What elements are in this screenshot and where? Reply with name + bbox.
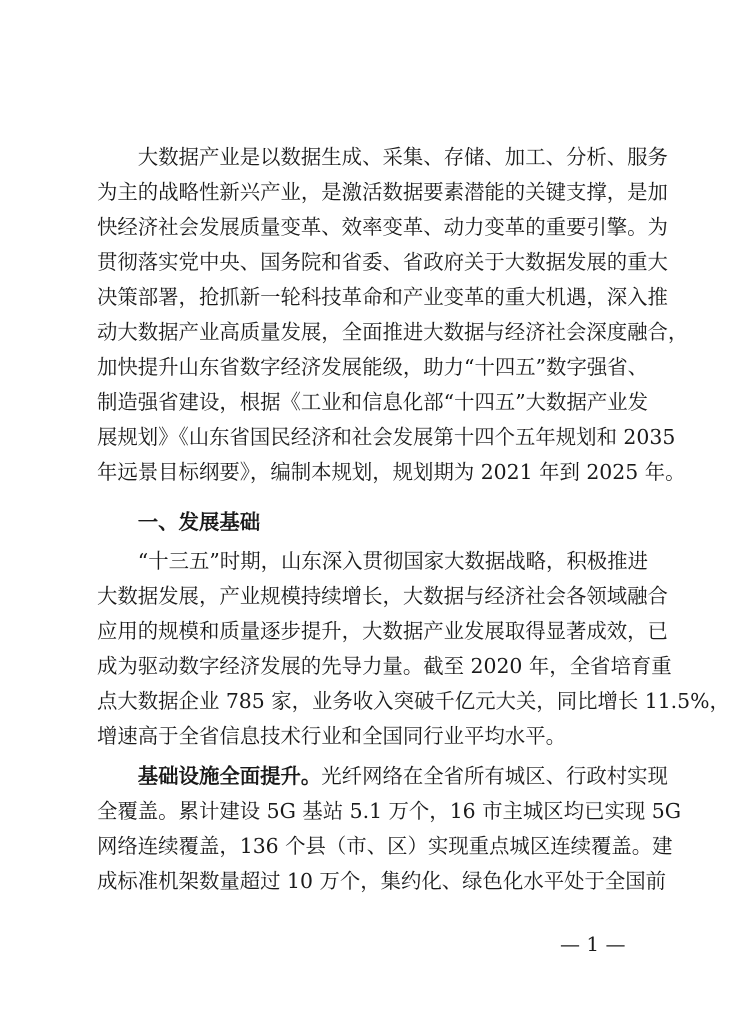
intro-line: 年远景目标纲要》，编制本规划，规划期为 2021 年到 2025 年。 [97,460,686,484]
intro-line: 动大数据产业高质量发展，全面推进大数据与经济社会深度融合， [97,320,689,344]
basis-line: 点大数据企业 785 家，业务收入突破千亿元大关，同比增长 11.5%， [97,689,730,713]
infra-line: 成标准机架数量超过 10 万个，集约化、绿色化水平处于全国前 [97,869,667,893]
intro-line: 展规划》《山东省国民经济和社会发展第十四个五年规划和 2035 [97,425,676,449]
infra-lead: 基础设施全面提升。 [97,764,322,788]
intro-line: 为主的战略性新兴产业，是激活数据要素潜能的关键支撑，是加 [97,180,668,204]
intro-line: 贯彻落实党中央、国务院和省委、省政府关于大数据发展的重大 [97,250,668,274]
intro-line: 加快提升山东省数字经济发展能级，助力“十四五”数字强省、 [97,355,649,379]
intro-line: 快经济社会发展质量变革、效率变革、动力变革的重要引擎。为 [97,215,668,239]
basis-line: 增速高于全省信息技术行业和全国同行业平均水平。 [97,724,566,748]
infra-first-line [97,760,668,792]
section-heading: 一、发展基础 [97,510,261,534]
infra-line: 全覆盖。累计建设 5G 基站 5.1 万个，16 市主城区均已实现 5G [97,799,681,823]
basis-line: 大数据发展，产业规模持续增长，大数据与经济社会各领域融合 [97,584,668,608]
infra-first-line-rest: 光纤网络在全省所有城区、行政村实现 [321,764,668,788]
page-number: — 1 — [560,932,626,956]
infra-line: 网络连续覆盖，136 个县（市、区）实现重点城区连续覆盖。建 [97,834,673,858]
intro-line: 决策部署，抢抓新一轮科技革命和产业变革的重大机遇，深入推 [97,285,668,309]
basis-line: “十三五”时期，山东深入贯彻国家大数据战略，积极推进 [97,549,649,573]
intro-line: 制造强省建设，根据《工业和信息化部“十四五”大数据产业发 [97,390,649,414]
intro-line: 大数据产业是以数据生成、采集、存储、加工、分析、服务 [97,145,668,169]
basis-line: 成为驱动数字经济发展的先导力量。截至 2020 年，全省培育重 [97,654,672,678]
basis-line: 应用的规模和质量逐步提升，大数据产业发展取得显著成效，已 [97,619,668,643]
